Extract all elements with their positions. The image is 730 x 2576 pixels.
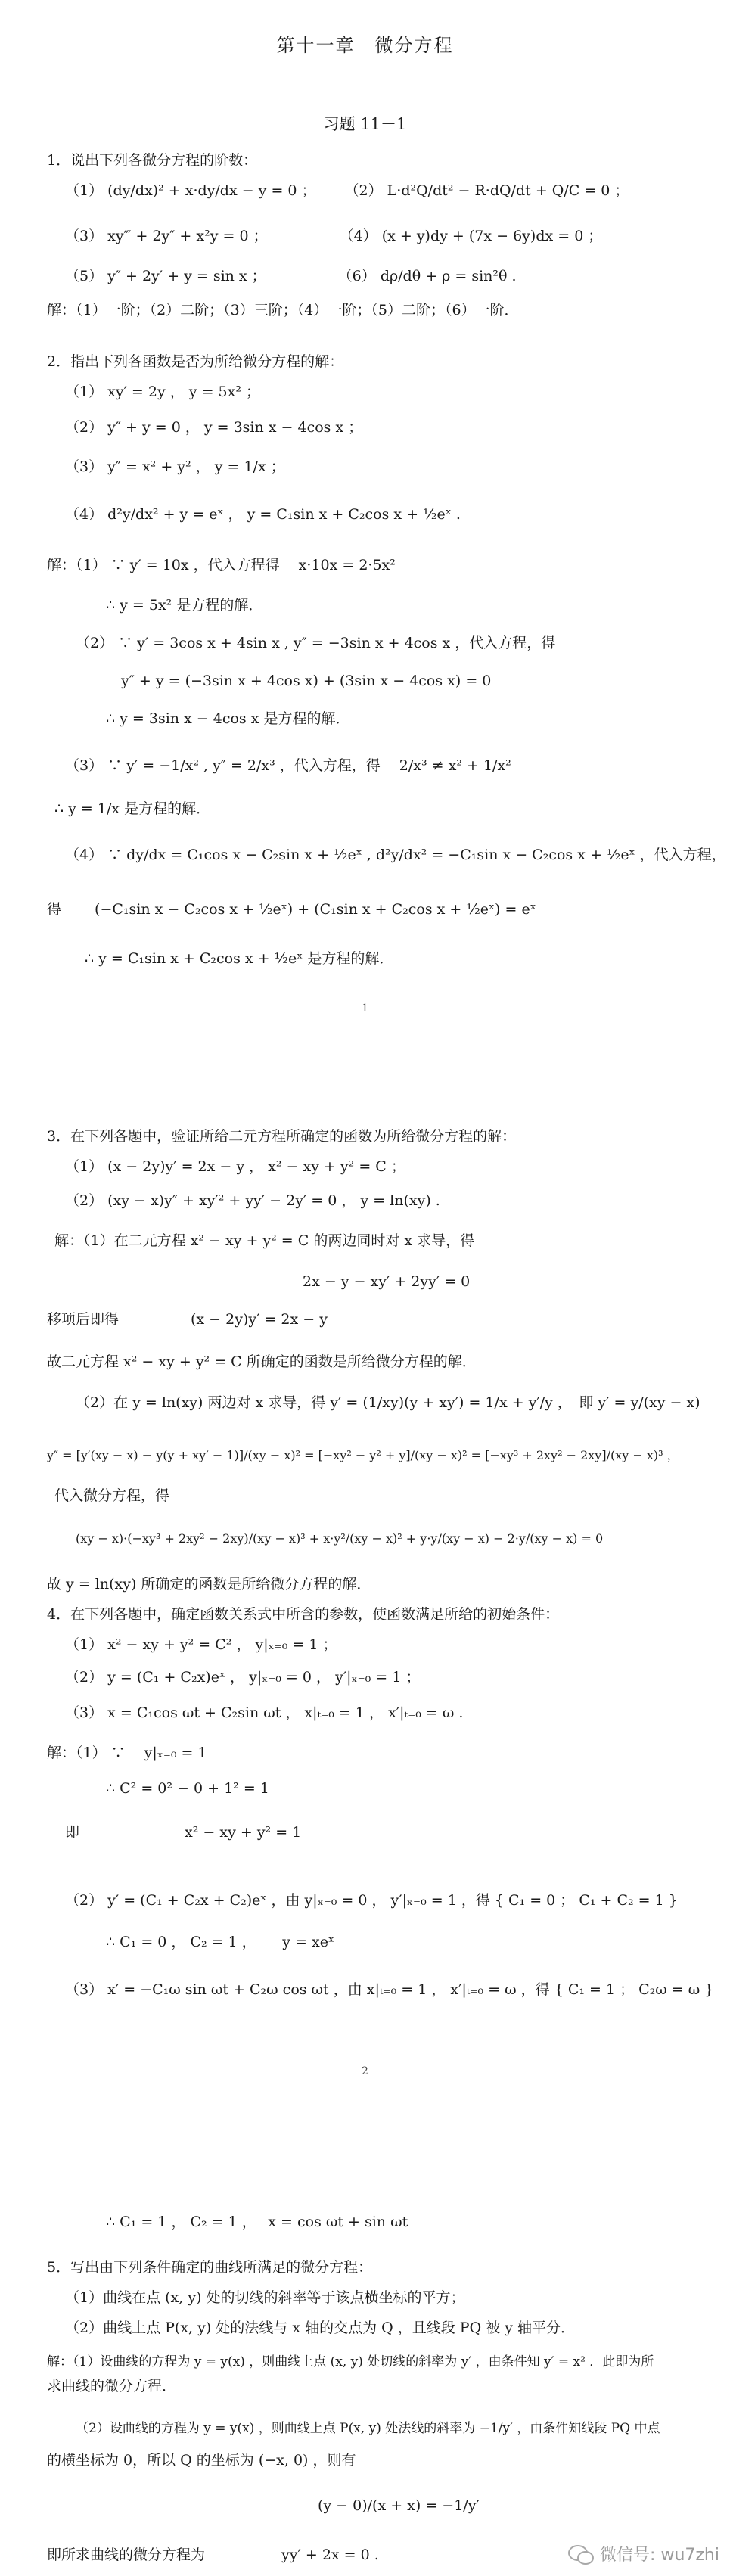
wechat-icon	[568, 2543, 594, 2565]
line: （3） y″ = x² + y² ， y = 1/x ；	[65, 458, 285, 475]
line: (xy − x)·(−xy³ + 2xy² − 2xy)/(xy − x)³ + x·y²/(xy − x)² + y·y/(xy − x) − 2·y/(xy − x) = 0	[76, 1531, 604, 1546]
line: （2）在 y = ln(xy) 两边对 x 求导，得 y′ = (1/xy)(y + xy′) = 1/x + y′/y ， 即 y′ = y/(xy − x)	[76, 1394, 700, 1411]
line: (y − 0)/(x + x) = −1/y′	[318, 2497, 480, 2514]
line: （4） ∵ dy/dx = C₁cos x − C₂sin x + ½eˣ , d²y/dx² = −C₁sin x − C₂cos x + ½eˣ ，代入方程，	[65, 847, 726, 863]
line: 故 y = ln(xy) 所确定的函数是所给微分方程的解．	[47, 1576, 371, 1593]
line: ∴ y = C₁sin x + C₂cos x + ½eˣ 是方程的解．	[85, 950, 394, 967]
line: （2）曲线上点 P(x, y) 处的法线与 x 轴的交点为 Q ，且线段 PQ 被 y 轴平分．	[65, 2320, 576, 2336]
line: ∴ y = 1/x 是方程的解．	[54, 800, 211, 817]
chapter-title: 第十一章 微分方程	[276, 35, 454, 56]
exercise-title: 习题 11－1	[323, 115, 407, 133]
line: 得 (−C₁sin x − C₂cos x + ½eˣ) + (C₁sin x + C₂cos x + ½eˣ) = eˣ	[47, 901, 536, 918]
line: （3） x′ = −C₁ω sin ωt + C₂ω cos ωt ，由 x|ₜ₌₀ = 1 ， x′|ₜ₌₀ = ω ，得 { C₁ = 1 ； C₂ω = ω }	[65, 1981, 714, 1998]
line: （2） y″ + y = 0 ， y = 3sin x − 4cos x ；	[65, 419, 363, 436]
line: ∴ y = 5x² 是方程的解．	[106, 597, 263, 614]
line: 2．指出下列各函数是否为所给微分方程的解：	[47, 353, 344, 370]
line: （3） xy‴ + 2y″ + x²y = 0 ； （4） (x + y)dy + (7x − 6y)dx = 0 ；	[65, 228, 603, 244]
line: 的横坐标为 0，所以 Q 的坐标为 (−x, 0) ，则有	[47, 2452, 356, 2469]
line: 移项后即得 (x − 2y)y′ = 2x − y	[47, 1311, 328, 1328]
line: （2）设曲线的方程为 y = y(x) ，则曲线上点 P(x, y) 处法线的斜率为 −1/y′ ，由条件知线段 PQ 中点	[76, 2421, 660, 2436]
line: 求曲线的微分方程．	[47, 2378, 177, 2394]
page-number: 2	[362, 2065, 368, 2077]
line: 解：（1）在二元方程 x² − xy + y² = C 的两边同时对 x 求导，得	[54, 1232, 475, 1249]
line: y″ = [y′(xy − x) − y(y + xy′ − 1)]/(xy − x)² = [−xy² − y² + y]/(xy − x)² = [−xy³ + 2xy² − 2xy]/(xy − x)³ ，	[47, 1448, 679, 1462]
line: （1） xy′ = 2y ， y = 5x² ；	[65, 384, 260, 400]
line: 代入微分方程，得	[54, 1487, 170, 1504]
line: （3） ∵ y′ = −1/x² , y″ = 2/x³ ，代入方程，得 2/x³ ≠ x² + 1/x²	[65, 757, 511, 774]
line: （4） d²y/dx² + y = eˣ ， y = C₁sin x + C₂cos x + ½eˣ .	[65, 506, 461, 523]
line: （1） (dy/dx)² + x·dy/dx − y = 0 ； （2） L·d²Q/dt² − R·dQ/dt + Q/C = 0 ；	[65, 182, 629, 199]
line: （3） x = C₁cos ωt + C₂sin ωt ， x|ₜ₌₀ = 1 ， x′|ₜ₌₀ = ω .	[65, 1704, 464, 1721]
line: （2） y = (C₁ + C₂x)eˣ ， y|ₓ₌₀ = 0 ， y′|ₓ₌₀ = 1 ；	[65, 1669, 421, 1686]
line: （5） y″ + 2y′ + y = sin x ； （6） dρ/dθ + ρ = sin²θ .	[65, 268, 517, 284]
line: 解：（1）一阶；（2）二阶；（3）三阶；（4）一阶；（5）二阶；（6）一阶．	[47, 302, 519, 319]
watermark	[568, 2542, 719, 2565]
line: 即 x² − xy + y² = 1	[65, 1824, 302, 1841]
line: （1）曲线在点 (x, y) 处的切线的斜率等于该点横坐标的平方；	[65, 2289, 465, 2306]
line: 4．在下列各题中，确定函数关系式中所含的参数，使函数满足所给的初始条件：	[47, 1606, 560, 1623]
line: 解：（1） ∵ y′ = 10x ，代入方程得 x·10x = 2·5x²	[47, 557, 396, 573]
line: ∴ C₁ = 0 ， C₂ = 1 ， y = xeˣ	[106, 1934, 335, 1950]
watermark-label: 微信号: wu7zhi	[600, 2546, 719, 2565]
line: （2） y′ = (C₁ + C₂x + C₂)eˣ ，由 y|ₓ₌₀ = 0 ， y′|ₓ₌₀ = 1 ，得 { C₁ = 0 ； C₁ + C₂ = 1 }	[65, 1892, 678, 1909]
line: 解：（1）设曲线的方程为 y = y(x) ，则曲线上点 (x, y) 处切线的斜率为 y′ ，由条件知 y′ = x² ．此即为所	[47, 2354, 654, 2369]
line: 2x − y − xy′ + 2yy′ = 0	[303, 1273, 471, 1290]
line: （1） x² − xy + y² = C² ， y|ₓ₌₀ = 1 ；	[65, 1636, 337, 1653]
line: 解：（1） ∵ y|ₓ₌₀ = 1	[47, 1745, 207, 1761]
line: 3．在下列各题中，验证所给二元方程所确定的函数为所给微分方程的解：	[47, 1128, 517, 1145]
line: 故二元方程 x² − xy + y² = C 所确定的函数是所给微分方程的解．	[47, 1353, 477, 1370]
page-number: 1	[362, 1002, 368, 1015]
line: 1．说出下列各微分方程的阶数：	[47, 152, 258, 169]
line: 5．写出由下列条件确定的曲线所满足的微分方程：	[47, 2259, 373, 2276]
line: （2） (xy − x)y″ + xy′² + yy′ − 2y′ = 0 ， y = ln(xy) .	[65, 1192, 440, 1209]
line: 即所求曲线的微分方程为 yy′ + 2x = 0 .	[47, 2546, 379, 2563]
line: ∴ y = 3sin x − 4cos x 是方程的解．	[106, 710, 350, 727]
line: （1） (x − 2y)y′ = 2x − y ， x² − xy + y² = C ；	[65, 1158, 405, 1175]
line: ∴ C₁ = 1 ， C₂ = 1 ， x = cos ωt + sin ωt	[106, 2214, 408, 2230]
line: y″ + y = (−3sin x + 4cos x) + (3sin x − 4cos x) = 0	[121, 673, 492, 689]
line: ∴ C² = 0² − 0 + 1² = 1	[106, 1780, 269, 1797]
line: （2） ∵ y′ = 3cos x + 4sin x , y″ = −3sin x + 4cos x ，代入方程，得	[76, 635, 556, 651]
